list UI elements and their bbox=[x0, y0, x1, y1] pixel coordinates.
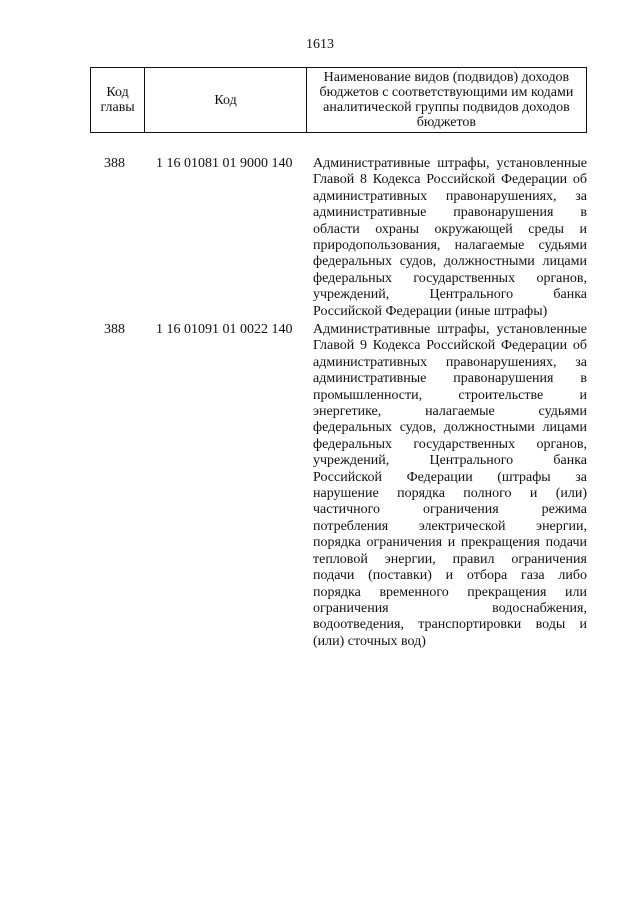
description-line: энергетике, налагаемые судьями bbox=[313, 404, 587, 420]
description-line: (или) сточных вод) bbox=[313, 633, 426, 649]
description-line: учреждений, Центрального банка bbox=[313, 287, 587, 303]
description-line: федеральных судов, должностными лицами bbox=[313, 420, 587, 436]
header-naimenovanie: Наименование видов (подвидов) доходов бюджетов с соответствующими им кодами аналитической группы подвидов доходов бюджетов bbox=[306, 68, 586, 133]
row-naimenovanie bbox=[313, 156, 587, 320]
description-line: частичного ограничения режима bbox=[313, 502, 587, 518]
description-line: области охраны окружающей среды и bbox=[313, 221, 587, 237]
description-line: Российской Федерации (иные штрафы) bbox=[313, 303, 548, 319]
description-line: тепловой энергии, правил ограничения bbox=[313, 551, 587, 567]
header-kod: Код bbox=[145, 68, 307, 133]
description-line: порядка ограничения и прекращения подачи bbox=[313, 535, 587, 551]
description-line: федеральных судов, должностными лицами bbox=[313, 254, 587, 270]
description-line: Российской Федерации (штрафы за bbox=[313, 469, 587, 485]
description-line: учреждений, Центрального банка bbox=[313, 453, 587, 469]
description-line: Главой 8 Кодекса Российской Федерации об bbox=[313, 172, 587, 188]
row-kod-glavy: 388 bbox=[104, 322, 125, 337]
description-line: административные правонарушения в bbox=[313, 371, 587, 387]
table-header bbox=[90, 67, 587, 133]
description-line: Административные штрафы, установленные bbox=[313, 156, 587, 171]
description-line: ограничения водоснабжения, bbox=[313, 600, 587, 616]
description-line: федеральных государственных органов, bbox=[313, 270, 587, 286]
row-kod: 1 16 01091 01 0022 140 bbox=[156, 322, 293, 337]
description-line: административных правонарушениях, за bbox=[313, 354, 587, 370]
description-line: административные правонарушения в bbox=[313, 205, 587, 221]
description-line: водоотведения, транспортировки воды и bbox=[313, 617, 587, 633]
description-line: Главой 9 Кодекса Российской Федерации об bbox=[313, 338, 587, 354]
row-kod: 1 16 01081 01 9000 140 bbox=[156, 156, 293, 171]
row-naimenovanie bbox=[313, 322, 587, 650]
description-line: административных правонарушениях, за bbox=[313, 188, 587, 204]
description-line: потребления электрической энергии, bbox=[313, 518, 587, 534]
header-kod-glavy: Код главы bbox=[91, 68, 145, 133]
description-line: природопользования, налагаемые судьями bbox=[313, 238, 587, 254]
description-line: федеральных государственных органов, bbox=[313, 436, 587, 452]
page-number: 1613 bbox=[306, 37, 334, 52]
row-kod-glavy: 388 bbox=[104, 156, 125, 171]
description-line: промышленности, строительстве и bbox=[313, 387, 587, 403]
description-line: нарушение порядка полного и (или) bbox=[313, 486, 587, 502]
description-line: порядка временного прекращения или bbox=[313, 584, 587, 600]
description-line: Административные штрафы, установленные bbox=[313, 322, 587, 337]
description-line: подачи (поставки) и отбора газа либо bbox=[313, 568, 587, 584]
